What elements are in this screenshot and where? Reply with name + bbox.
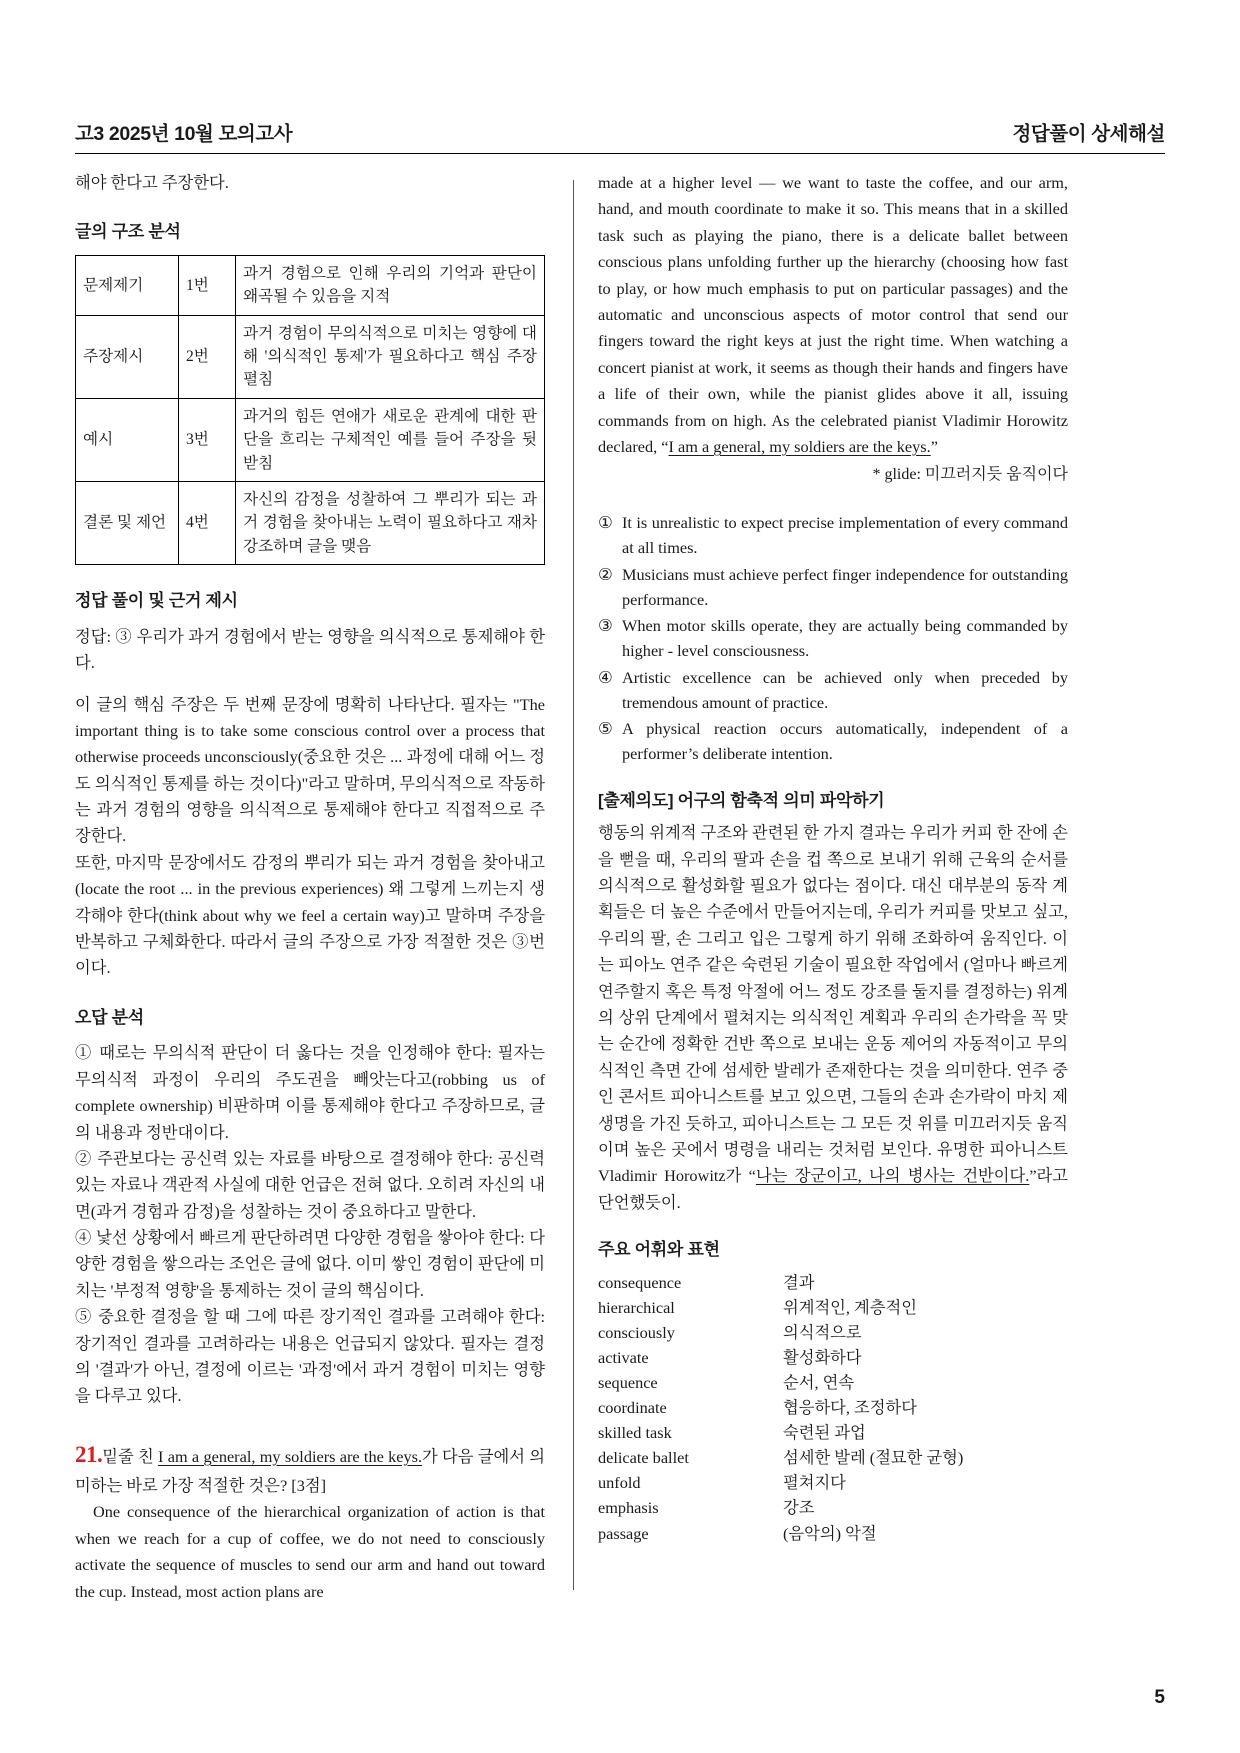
wrong-answer-item: ② 주관보다는 공신력 있는 자료를 바탕으로 결정해야 한다: 공신력 있는 자료나 객관적 사실에 대한 언급은 전혀 없다. 오히려 자신의 내면(과거 경험과 감정)을 성찰하는 것이 중요하다고 말한다. (75, 1148, 545, 1221)
table-row (76, 255, 545, 315)
passage-quote-underlined: I am a general, my soldiers are the keys. (668, 436, 931, 456)
wrong-answer-item: ① 때로는 무의식적 판단이 더 옳다는 것을 인정해야 한다: 필자는 무의식적 과정이 우리의 주도권을 빼앗는다고(robbing us of complete ownership) 비판하며 이를 통제해야 한다고 주장하므로, 글의 내용과 정반대이다. (75, 1043, 545, 1142)
answer-choice-list (598, 510, 1068, 767)
question-number: 21. (75, 1441, 103, 1467)
answer-choice[interactable] (598, 510, 1068, 561)
header-exam-title: 고3 2025년 10월 모의고사 (75, 123, 293, 145)
cell-stage: 주장제시 (76, 315, 179, 398)
choice-marker: ⑤ (598, 719, 613, 739)
table-row (76, 398, 545, 481)
page-header (75, 118, 1165, 153)
cell-description: 과거의 힘든 연애가 새로운 관계에 대한 판단을 흐리는 구체적인 예를 들어 주장을 뒷받침 (236, 398, 545, 481)
vocab-korean: 순서, 연속 (783, 1373, 855, 1392)
question-prompt-after: 가 다음 글에서 의미하는 바로 가장 적절한 것은? [3점] (75, 1446, 546, 1496)
question-prompt-before: 밑줄 친 (102, 1446, 159, 1466)
carryover-paragraph: 해야 한다고 주장한다. (75, 173, 229, 192)
wrong-answer-analysis-heading: 오답 분석 (75, 1007, 144, 1027)
question-passage-start: One consequence of the hierarchical organization of action is that when we reach for a cup of coffee, we do not need to consciously activate the sequence of muscles to send our arm and hand out toward the cup. Instead, most action plans are (75, 1502, 545, 1601)
vocab-english: delicate ballet (598, 1448, 689, 1468)
structure-analysis-heading: 글의 구조 분석 (75, 222, 181, 242)
list-item (598, 1470, 1068, 1495)
question-prompt (75, 1436, 545, 1500)
list-item (598, 1345, 1068, 1370)
cell-stage: 문제제기 (76, 255, 179, 315)
wrong-answer-item: ⑤ 중요한 결정을 할 때 그에 따른 장기적인 결과를 고려해야 한다: 장기적인 결과를 고려하라는 내용은 언급되지 않았다. 필자는 결정의 '결과'가 아닌, 결정에 이르는 '과정'에서 과거 경험이 미치는 영향을 다루고 있다. (75, 1307, 545, 1406)
page-number: 5 (1154, 1687, 1165, 1708)
analysis-paragraph-2: 또한, 마지막 문장에서도 감정의 뿌리가 되는 과거 경험을 찾아내고(locate the root ... in the previous experiences) 왜 그렇게 느끼는지 생각해야 한다(think about why we feel a certain way)고 말하며 주장을 반복하고 구체화한다. 따라서 글의 주장으로 가장 적절한 것은 ③번이다. (75, 852, 545, 978)
vocab-english: activate (598, 1347, 649, 1367)
vocab-english: consciously (598, 1322, 675, 1342)
left-column (75, 170, 573, 1600)
vocab-english: hierarchical (598, 1297, 675, 1317)
answer-choice[interactable] (598, 562, 1068, 613)
choice-text: It is unrealistic to expect precise implementation of every command at all times. (622, 513, 1068, 558)
answer-choice[interactable] (598, 716, 1068, 767)
translation-text-before: 행동의 위계적 구조와 관련된 한 가지 결과는 우리가 커피 한 잔에 손을 뻗을 때, 우리의 팔과 손을 컵 쪽으로 보내기 위해 근육의 순서를 의식적으로 활성화할 필요가 없다는 점이다. 대신 대부분의 동작 계획들은 더 높은 수준에서 만들어지는데, 우리가 커피를 맛보고 싶고, 우리의 팔, 손 그리고 입은 그렇게 하기 위해 조화하여 움직인다. 이는 피아노 연주 같은 숙련된 기술이 필요한 작업에서 (얼마나 빠르게 연주할지 혹은 특정 악절에 어느 정도 강조를 둘지를 결정하는) 위계의 상위 단계에서 펼쳐지는 의식적인 계획과 우리의 손가락을 꼭 맞는 순간에 정확한 건반 쪽으로 보내는 운동 제어의 자동적이고 무의식적인 측면 간에 섬세한 발레가 존재한다는 것을 의미한다. 연주 중인 콘서트 피아니스트를 보고 있으면, 그들의 손과 손가락이 마치 제 생명을 가진 듯하고, 피아니스트는 그 모든 것 위를 미끄러지듯 움직이며 높은 곳에서 명령을 내리는 것처럼 보인다. 유명한 피아니스트 Vladimir Horowitz가 “ (598, 823, 1068, 1186)
choice-text: Musicians must achieve perfect finger independence for outstanding performance. (622, 564, 1068, 609)
column-divider (573, 180, 574, 1590)
passage-translation (598, 820, 1068, 1216)
vocab-english: passage (598, 1523, 649, 1543)
cell-description: 과거 경험이 무의식적으로 미치는 영향에 대해 '의식적인 통제'가 필요하다고 핵심 주장 펼침 (236, 315, 545, 398)
choice-text: A physical reaction occurs automatically, independent of a performer’s deliberate intention. (622, 719, 1068, 764)
answer-explanation-heading: 정답 풀이 및 근거 제시 (75, 591, 238, 611)
choice-marker: ③ (598, 616, 613, 636)
table-row (76, 482, 545, 565)
vocab-korean: 의식적으로 (783, 1322, 862, 1342)
wrong-answer-item: ④ 낯선 상황에서 빠르게 판단하려면 다양한 경험을 쌓아야 한다: 다양한 경험을 쌓으라는 조언은 글에 없다. 이미 쌓인 경험이 판단에 미치는 '부정적 영향'을 통제하는 것이 글의 핵심이다. (75, 1228, 545, 1300)
structure-analysis-table (75, 255, 545, 565)
vocab-english: sequence (598, 1373, 658, 1392)
cell-stage: 예시 (76, 398, 179, 481)
choice-marker: ② (598, 564, 613, 584)
cell-number: 3번 (179, 398, 236, 481)
list-item (598, 1270, 1068, 1295)
answer-choice[interactable] (598, 665, 1068, 716)
passage-text-part2: ” (930, 436, 938, 456)
list-item (598, 1295, 1068, 1320)
list-item (598, 1370, 1068, 1395)
vocab-korean: 결과 (783, 1272, 815, 1292)
vocab-english: coordinate (598, 1398, 667, 1418)
list-item (598, 1495, 1068, 1520)
vocab-english: skilled task (598, 1423, 672, 1443)
choice-text: When motor skills operate, they are actually being commanded by higher - level consciousness. (622, 616, 1068, 661)
choice-marker: ④ (598, 667, 613, 687)
vocab-korean: 위계적인, 계층적인 (783, 1297, 917, 1317)
header-divider (75, 153, 1165, 154)
right-column (598, 170, 1068, 1600)
analysis-paragraph-1: 이 글의 핵심 주장은 두 번째 문장에 명확히 나타난다. 필자는 "The important thing is to take some conscious control over a process that otherwise proceeds unconsciously(중요한 것은 ... 과정에 대해 어느 정도 의식적인 통제를 하는 것이다)"라고 말하며, 무의식적으로 작동하는 과거 경험의 영향을 의식적으로 통제해야 한다고 직접적으로 주장한다. (75, 694, 545, 846)
question-passage-continued (598, 170, 1068, 460)
list-item (598, 1395, 1068, 1420)
list-item (598, 1521, 1068, 1546)
header-section-title: 정답풀이 상세해설 (1012, 123, 1165, 145)
table-row (76, 315, 545, 398)
list-item (598, 1420, 1068, 1445)
translation-text-after: ”라고 단언했듯이. (598, 1166, 1068, 1212)
vocab-english: emphasis (598, 1498, 659, 1518)
translation-quote-underlined: 나는 장군이고, 나의 병사는 건반이다. (755, 1166, 1030, 1186)
answer-choice[interactable] (598, 613, 1068, 664)
list-item (598, 1320, 1068, 1345)
vocab-korean: (음악의) 악절 (783, 1523, 877, 1543)
vocab-english: consequence (598, 1272, 682, 1292)
vocab-korean: 펼쳐지다 (783, 1473, 846, 1493)
cell-number: 2번 (179, 315, 236, 398)
cell-description: 과거 경험으로 인해 우리의 기억과 판단이 왜곡될 수 있음을 지적 (236, 255, 545, 315)
passage-text-part1: made at a higher level ― we want to taste the coffee, and our arm, hand, and mouth coordinate to make it so. This means that in a skilled task such as playing the piano, there is a delicate ballet between conscious plans unfolding further up the hierarchy (choosing how fast to play, or how much emphasis to put on particular passages) and the automatic and unconscious aspects of motor control that send our fingers toward the right keys at just the right time. When watching a concert pianist at work, it seems as though their hands and fingers have a life of their own, while the pianist glides above it all, issuing commands from on high. As the celebrated pianist Vladimir Horowitz declared, “ (598, 173, 1068, 456)
cell-number: 1번 (179, 255, 236, 315)
question-intent-heading: [출제의도] 어구의 함축적 의미 파악하기 (598, 790, 885, 810)
vocabulary-heading: 주요 어휘와 표현 (598, 1240, 720, 1260)
cell-number: 4번 (179, 482, 236, 565)
answer-line: 정답: ③ 우리가 과거 경험에서 받는 영향을 의식적으로 통제해야 한다. (75, 626, 545, 673)
question-prompt-quote: I am a general, my soldiers are the keys. (158, 1446, 423, 1466)
list-item (598, 1445, 1068, 1470)
cell-stage: 결론 및 제언 (76, 482, 179, 565)
vocab-english: unfold (598, 1473, 641, 1493)
vocab-korean: 협응하다, 조정하다 (783, 1398, 917, 1418)
vocab-korean: 강조 (783, 1498, 815, 1518)
choice-text: Artistic excellence can be achieved only when preceded by tremendous amount of practice. (622, 667, 1068, 712)
vocab-korean: 섬세한 발레 (절묘한 균형) (783, 1448, 964, 1468)
vocab-korean: 숙련된 과업 (783, 1423, 866, 1443)
passage-footnote: * glide: 미끄러지듯 움직이다 (872, 466, 1068, 484)
vocab-korean: 활성화하다 (783, 1347, 862, 1367)
two-column-body (75, 170, 1165, 1600)
vocabulary-list (598, 1270, 1068, 1546)
choice-marker: ① (598, 513, 613, 533)
cell-description: 자신의 감정을 성찰하여 그 뿌리가 되는 과거 경험을 찾아내는 노력이 필요하다고 재차 강조하며 글을 맺음 (236, 482, 545, 565)
